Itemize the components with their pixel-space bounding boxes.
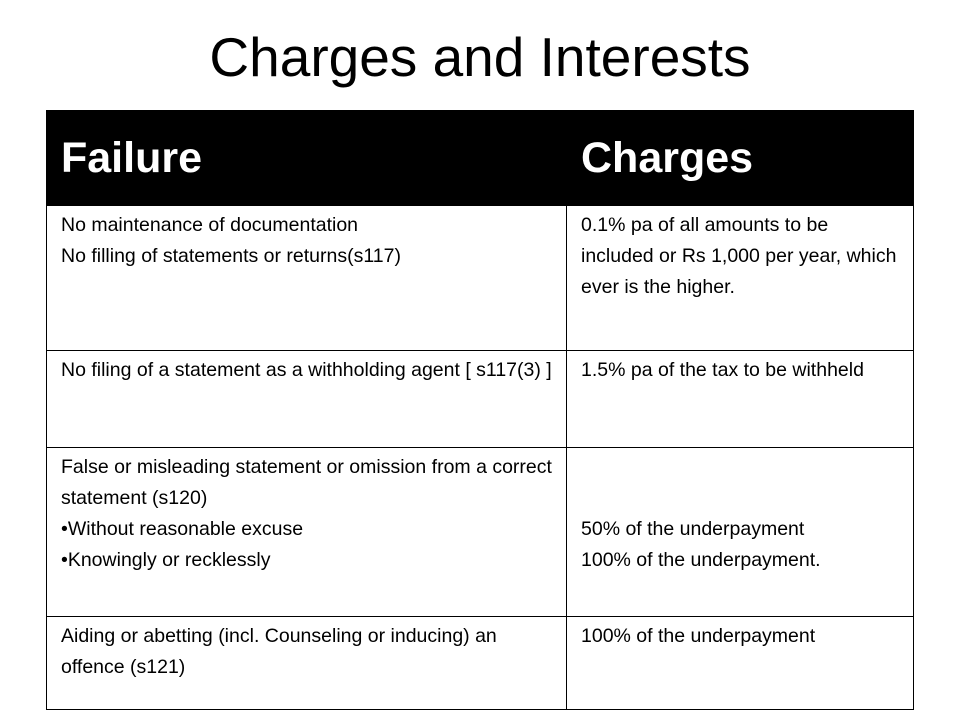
charges-cell — [567, 206, 914, 351]
charges-text: 100% of the underpayment — [581, 625, 816, 647]
failure-text: No filing of a statement as a withholding agent [ s117(3) ] — [61, 359, 552, 381]
failure-text: False or misleading statement or omission from a correct statement (s120) — [61, 456, 552, 509]
header-charges: Charges — [567, 111, 914, 206]
table-row — [47, 448, 914, 617]
table-header-row — [47, 111, 914, 206]
charges-text: 50% of the underpayment — [581, 518, 805, 540]
table-row — [47, 617, 914, 710]
failure-cell — [47, 617, 567, 710]
charges-text: 100% of the underpayment. — [581, 549, 821, 571]
header-failure: Failure — [47, 111, 567, 206]
table-row — [47, 351, 914, 448]
failure-text: Aiding or abetting (incl. Counseling or inducing) an offence (s121) — [61, 625, 497, 678]
failure-text: No filling of statements or returns(s117) — [61, 245, 401, 267]
charges-table — [46, 110, 914, 710]
failure-cell — [47, 448, 567, 617]
charges-text: 1.5% pa of the tax to be withheld — [581, 359, 864, 381]
table-row — [47, 206, 914, 351]
failure-bullet: •Knowingly or recklessly — [61, 549, 271, 571]
charges-cell — [567, 617, 914, 710]
charges-cell — [567, 351, 914, 448]
charges-text: 0.1% pa of all amounts to be included or Rs 1,000 per year, which ever is the higher. — [581, 214, 897, 298]
failure-text: No maintenance of documentation — [61, 214, 359, 236]
charges-cell — [567, 448, 914, 617]
failure-cell — [47, 206, 567, 351]
failure-bullet: •Without reasonable excuse — [61, 518, 304, 540]
failure-cell — [47, 351, 567, 448]
cell-spacer — [581, 452, 905, 514]
slide-title: Charges and Interests — [209, 26, 751, 88]
